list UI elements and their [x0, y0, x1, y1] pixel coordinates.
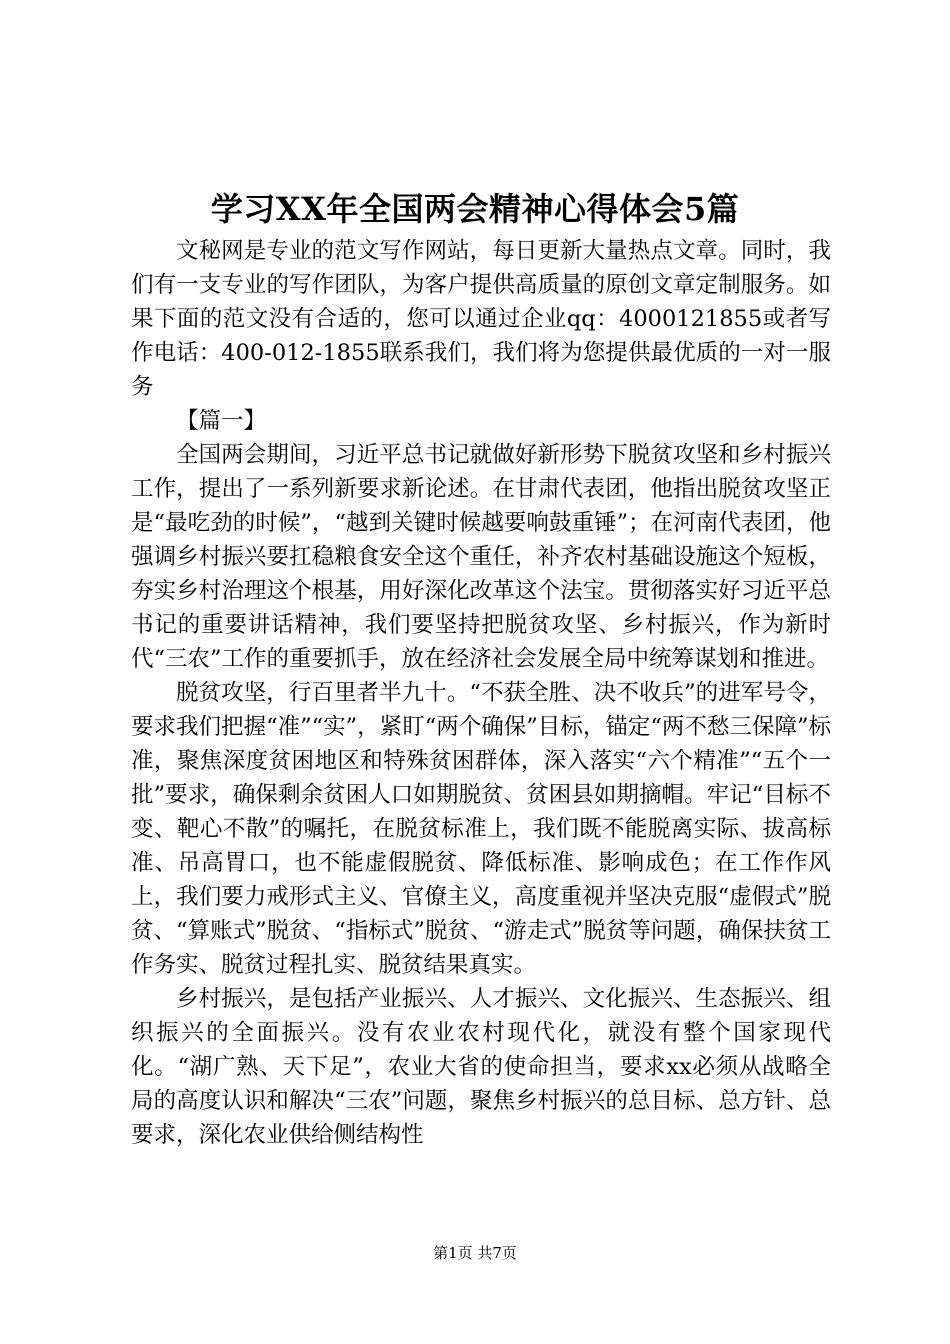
page-number: 第1页 共7页 — [433, 1244, 517, 1262]
document-body — [131, 234, 831, 1152]
body-paragraph: 乡村振兴，是包括产业振兴、人才振兴、文化振兴、生态振兴、组织振兴的全面振兴。没有农业农村现代化，就没有整个国家现代化。“湖广熟、天下足”，农业大省的使命担当，要求xx必须从战略全局的高度认识和解决“三农”问题，聚焦乡村振兴的总目标、总方针、总要求，深化农业供给侧结构性 — [131, 986, 831, 1148]
document-title: 学习XX年全国两会精神心得体会5篇 — [210, 190, 740, 228]
section-heading: 【篇一】 — [176, 408, 267, 434]
body-paragraph: 脱贫攻坚，行百里者半九十。“不获全胜、决不收兵”的进军号令，要求我们把握“准”“实”，紧盯“两个确保”目标，锚定“两不愁三保障”标准，聚焦深度贫困地区和特殊贫困群体，深入落实“六个精准”“五个一批”要求，确保剩余贫困人口如期脱贫、贫困县如期摘帽。牢记“目标不变、靶心不散”的嘱托，在脱贫标准上，我们既不能脱离实际、拔高标准、吊高胃口，也不能虚假脱贫、降低标准、影响成色；在工作作风上，我们要力戒形式主义、官僚主义，高度重视并坚决克服“虚假式”脱贫、“算账式”脱贫、“指标式”脱贫、“游走式”脱贫等问题，确保扶贫工作务实、脱贫过程扎实、脱贫结果真实。 — [131, 680, 831, 978]
body-paragraph: 全国两会期间，习近平总书记就做好新形势下脱贫攻坚和乡村振兴工作，提出了一系列新要求新论述。在甘肃代表团，他指出脱贫攻坚正是“最吃劲的时候”，“越到关键时候越要响鼓重锤”；在河南代表团，他强调乡村振兴要扛稳粮食安全这个重任，补齐农村基础设施这个短板，夯实乡村治理这个根基，用好深化改革这个法宝。贯彻落实好习近平总书记的重要讲话精神，我们要坚持把脱贫攻坚、乡村振兴，作为新时代“三农”工作的重要抓手，放在经济社会发展全局中统筹谋划和推进。 — [131, 442, 831, 672]
intro-paragraph: 文秘网是专业的范文写作网站，每日更新大量热点文章。同时，我们有一支专业的写作团队，为客户提供高质量的原创文章定制服务。如果下面的范文没有合适的，您可以通过企业qq：4000121855或者写作电话：400-012-1855联系我们，我们将为您提供最优质的一对一服务 — [131, 238, 831, 400]
